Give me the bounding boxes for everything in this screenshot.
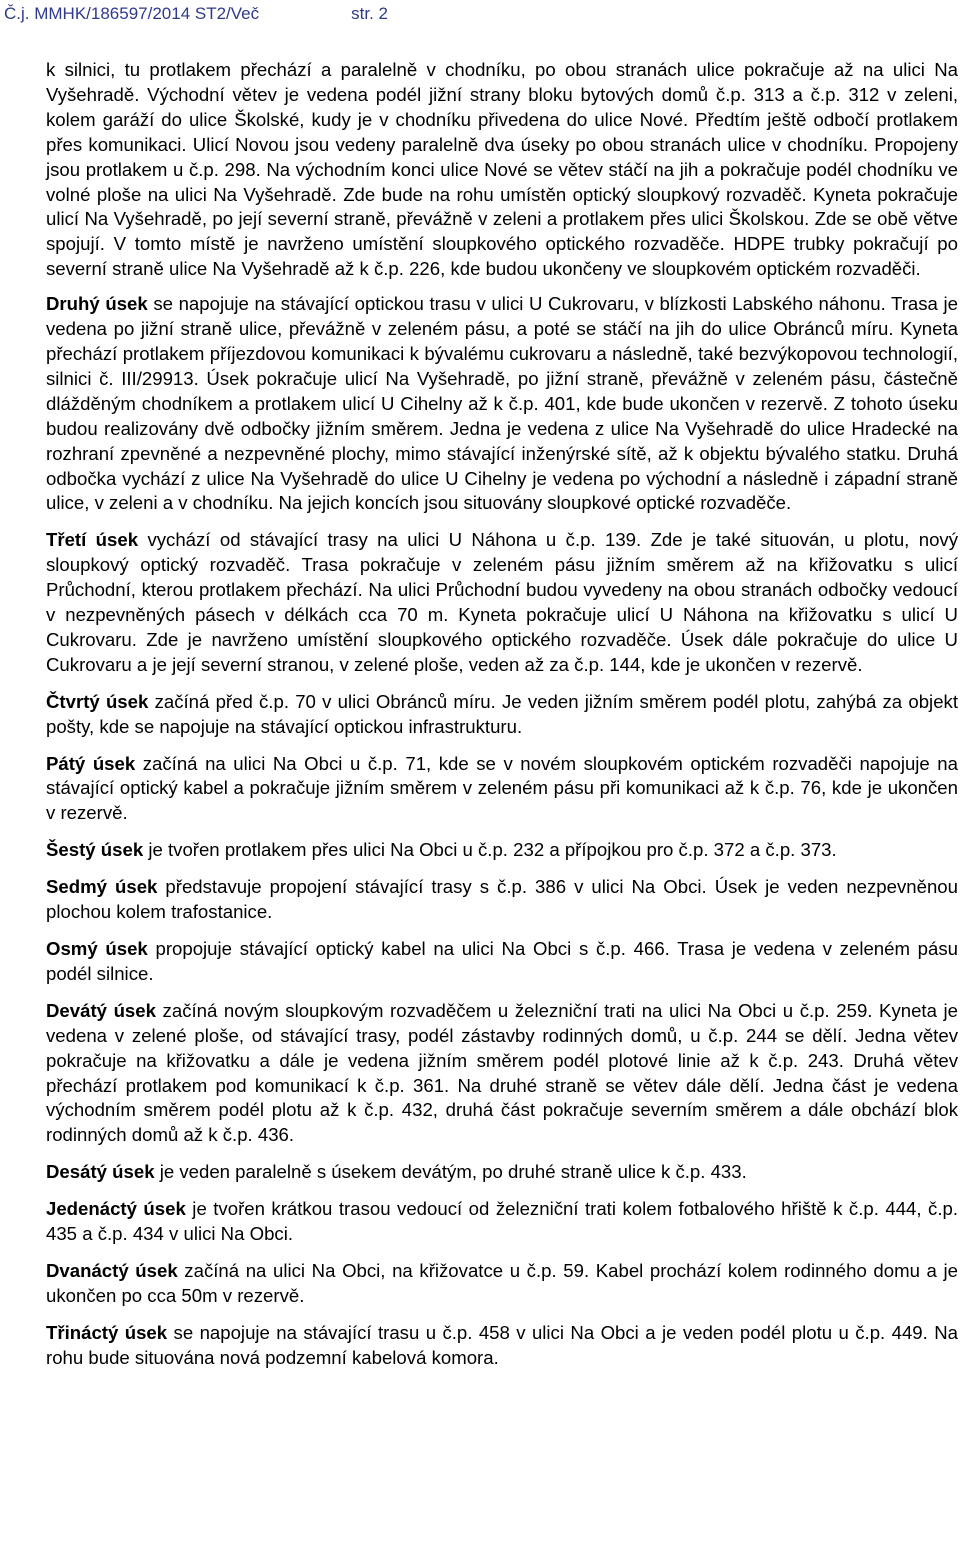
section-heading: Jedenáctý úsek (46, 1198, 186, 1220)
paragraph (46, 58, 958, 282)
page-number: str. 2 (351, 4, 388, 23)
section-heading: Šestý úsek (46, 839, 144, 861)
paragraph-text: vychází od stávající trasy na ulici U Náhona u č.p. 139. Zde je také situován, u plotu, nový sloupkový optický rozvaděč. Trasa pokračuje v zeleném pásu jižním směrem až na křižovatku s ulicí Průchodní, kterou protlakem přechází. Na ulici Průchodní budou vyvedeny na obou stranách odbočky vedoucí v nezpevněných pásech v délkách cca 70 m. Kyneta pokračuje ulicí U Náhona na křižovatku s ulicí U Cukrovaru. Zde je navrženo umístění sloupkového optického rozvaděče. Úsek dále pokračuje do ulice U Cukrovaru a je její severní stranou, v zelené ploše, veden až za č.p. 144, kde je ukončen v rezervě. (46, 529, 959, 675)
paragraph (46, 875, 958, 925)
paragraph (46, 1321, 958, 1371)
section-heading: Devátý úsek (46, 999, 156, 1021)
document-body (46, 58, 958, 1383)
section-heading: Sedmý úsek (46, 876, 158, 898)
section-heading: Druhý úsek (46, 293, 148, 315)
paragraph (46, 838, 958, 863)
paragraph (46, 999, 958, 1148)
paragraph-text: je tvořen krátkou trasou vedoucí od železniční trati kolem fotbalového hřiště k č.p. 444, č.p. 435 a č.p. 434 v ulici Na Obci. (46, 1198, 959, 1245)
section-heading: Pátý úsek (46, 752, 136, 774)
paragraph-text: se napojuje na stávající optickou trasu v ulici U Cukrovaru, v blízkosti Labského náhonu. Trasa je vedena po jižní straně ulice, převážně v zeleném pásu, a poté se stáčí na jih do ulice Obránců míru. Kyneta přechází protlakem příjezdovou komunikaci k bývalému cukrovaru a následně, také bezvýkopovou technologií, silnici č. III/29913. Úsek pokračuje ulicí Na Vyšehradě, po jižní straně, převážně v zeleném pásu, částečně dlážděným chodníkem a protlakem ulicí U Cihelny až k č.p. 401, kde bude ukončen v rezervě. Z tohoto úseku budou realizovány dvě odbočky jižním směrem. Jedna je vedena z ulice Na Vyšehradě do ulice Hradecké na rozhraní zpevněné a nezpevněné plochy, mimo stávající inženýrské sítě, až k objektu bývalého statku. Druhá odbočka vychází z ulice Na Vyšehradě do ulice U Cihelny je vedena po východní a následně i západní straně ulice, v zeleni a v chodníku. Na jejich koncích jsou situovány sloupkové optické rozvaděče. (46, 293, 958, 514)
paragraph (46, 937, 958, 987)
paragraph (46, 528, 958, 677)
paragraph-text: je veden paralelně s úsekem devátým, po druhé straně ulice k č.p. 433. (154, 1161, 747, 1183)
section-heading: Dvanáctý úsek (46, 1259, 178, 1281)
section-heading: Osmý úsek (46, 938, 148, 959)
paragraph (46, 1197, 958, 1247)
paragraph-text: začíná na ulici Na Obci, na křižovatce u č.p. 59. Kabel prochází kolem rodinného domu a je ukončen po cca 50m v rezervě. (46, 1259, 958, 1306)
paragraph-text: představuje propojení stávající trasy s č.p. 386 v ulici Na Obci. Úsek je veden nezpevněnou plochou kolem trafostanice. (46, 876, 958, 923)
paragraph-text: začíná novým sloupkovým rozvaděčem u železniční trati na ulici Na Obci u č.p. 259. Kyneta je vedena v zelené ploše, od stávající trasy, podél zástavby rodinných domů, u č.p. 244 se dělí. Jedna větev pokračuje na křižovatku a dále je vedena jižním směrem podél plotové linie až k č.p. 243. Druhá větev přechází protlakem pod komunikací k č.p. 361. Na druhé straně se větev dále dělí. Jedna část je vedena východním směrem podél plotu až k č.p. 432, druhá část pokračuje severním směrem a dále obchází blok rodinných domů až k č.p. 436. (46, 999, 959, 1146)
paragraph-text: se napojuje na stávající trasu u č.p. 458 v ulici Na Obci a je veden podél plotu u č.p. 449. Na rohu bude situována nová podzemní kabelová komora. (46, 1321, 958, 1368)
paragraph-text: propojuje stávající optický kabel na ulici Na Obci s č.p. 466. Trasa je vedena v zeleném pásu podél silnice. (46, 938, 958, 984)
paragraph-text: je tvořen protlakem přes ulici Na Obci u č.p. 232 a přípojkou pro č.p. 372 a č.p. 373. (143, 839, 837, 861)
paragraph (46, 690, 958, 740)
section-heading: Třetí úsek (46, 529, 139, 551)
paragraph (46, 1259, 958, 1309)
paragraph (46, 292, 958, 516)
paragraph (46, 752, 958, 827)
section-heading: Desátý úsek (46, 1161, 155, 1183)
reference-number: Č.j. MMHK/186597/2014 ST2/Več (4, 4, 260, 23)
paragraph (46, 1160, 958, 1185)
section-heading: Čtvrtý úsek (46, 690, 149, 712)
page-header (4, 3, 388, 25)
paragraph-text: k silnici, tu protlakem přechází a paralelně v chodníku, po obou stranách ulice pokračuje až na ulici Na Vyšehradě. Východní větev je vedena podél jižní strany bloku bytových domů č.p. 313 a č.p. 312 v zeleni, kolem garáží do ulice Školské, kudy je v chodníku přivedena do ulice Nové. Předtím ještě odbočí protlakem přes komunikaci. Ulicí Novou jsou vedeny paralelně dva úseky po obou stranách ulice v chodníku. Propojeny jsou protlakem u č.p. 298. Na východním konci ulice Nové se větev stáčí na jih a pokračuje podél chodníku ve volné ploše na ulici Na Vyšehradě. Zde bude na rohu umístěn optický sloupkový rozvaděč. Kyneta pokračuje ulicí Na Vyšehradě, po její severní straně, převážně v zeleni a protlakem přes ulici Školskou. Zde se obě větve spojují. V tomto místě je navrženo umístění sloupkového optického rozvaděče. HDPE trubky pokračují po severní straně ulice Na Vyšehradě až k č.p. 226, kde budou ukončeny ve sloupkovém optickém rozvaděči. (46, 59, 958, 280)
paragraph-text: začíná před č.p. 70 v ulici Obránců míru. Je veden jižním směrem podél plotu, zahýbá za objekt pošty, kde se napojuje na stávající optickou infrastrukturu. (46, 690, 958, 737)
section-heading: Třináctý úsek (46, 1321, 168, 1343)
paragraph-text: začíná na ulici Na Obci u č.p. 71, kde se v novém sloupkovém optickém rozvaděči napojuje na stávající optický kabel a pokračuje jižním směrem v zeleném pásu při komunikaci až k č.p. 76, kde je ukončen v rezervě. (46, 752, 958, 824)
